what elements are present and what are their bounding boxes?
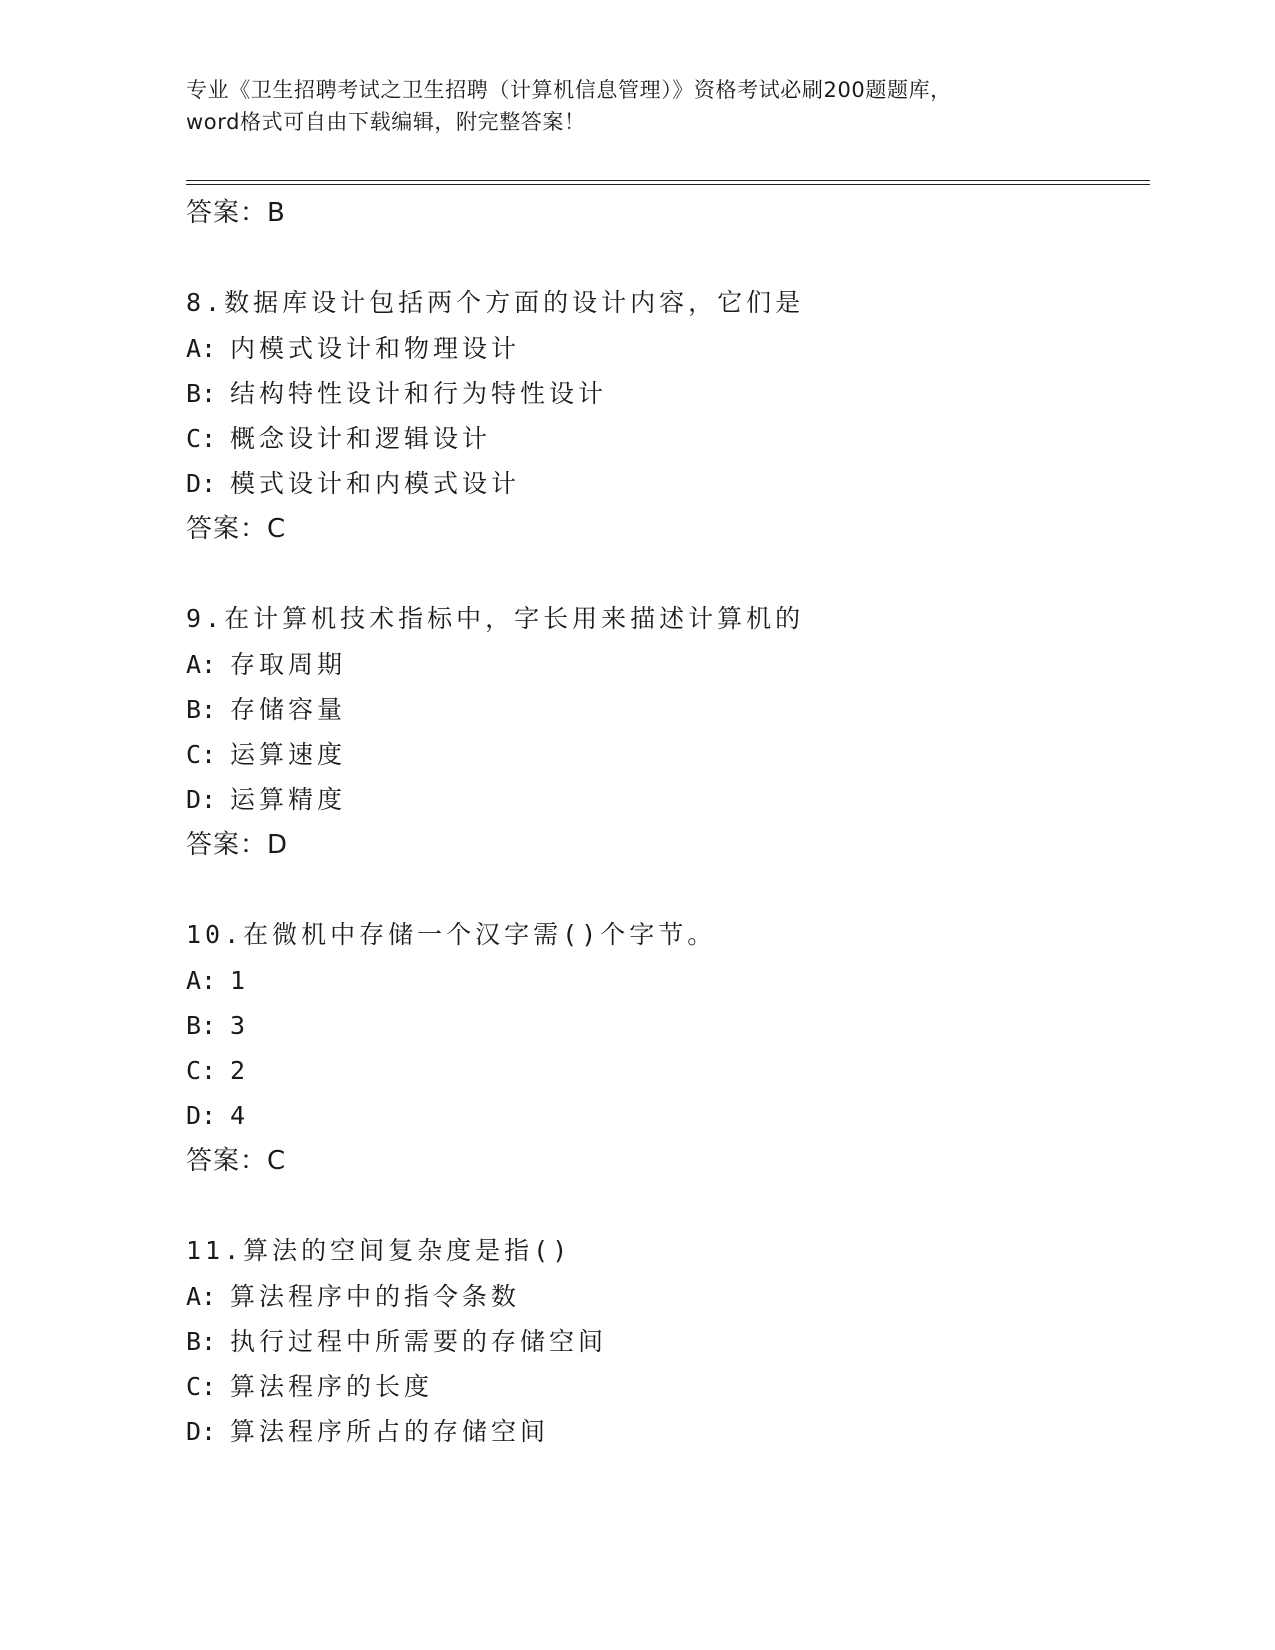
document-header <box>186 74 1086 138</box>
option-letter: A: <box>186 650 217 679</box>
option-letter: D: <box>186 1101 217 1130</box>
answer-line: 答案：C <box>186 514 287 544</box>
option-text: 存储容量 <box>230 695 347 724</box>
option-letter: D: <box>186 1417 217 1446</box>
spacer <box>186 1184 1146 1228</box>
question-text: 10.在微机中存储一个汉字需()个字节。 <box>186 920 717 949</box>
answer-line: 答案：B <box>186 198 286 228</box>
question-block <box>186 912 1146 1184</box>
option-text: 存取周期 <box>230 650 347 679</box>
option-text: 算法程序中的指令条数 <box>230 1282 521 1311</box>
option-letter: B: <box>186 1327 217 1356</box>
option-c <box>186 1048 1146 1093</box>
option-text: 2 <box>230 1056 250 1085</box>
option-letter: A: <box>186 334 217 363</box>
question-list <box>186 190 1146 1454</box>
option-letter: B: <box>186 379 217 408</box>
option-text: 运算精度 <box>230 785 347 814</box>
option-b <box>186 1319 1146 1364</box>
option-c <box>186 416 1146 461</box>
option-text: 结构特性设计和行为特性设计 <box>230 379 608 408</box>
header-divider-top <box>186 180 1150 181</box>
option-letter: B: <box>186 695 217 724</box>
option-d <box>186 1093 1146 1138</box>
option-letter: C: <box>186 1056 217 1085</box>
option-text: 运算速度 <box>230 740 347 769</box>
question-block <box>186 280 1146 552</box>
question-block <box>186 596 1146 868</box>
option-letter: C: <box>186 1372 217 1401</box>
option-text: 执行过程中所需要的存储空间 <box>230 1327 608 1356</box>
answer-line: 答案：D <box>186 830 289 860</box>
option-text: 模式设计和内模式设计 <box>230 469 521 498</box>
spacer <box>186 868 1146 912</box>
option-c <box>186 1364 1146 1409</box>
option-letter: C: <box>186 740 217 769</box>
option-letter: B: <box>186 1011 217 1040</box>
question-block <box>186 1228 1146 1454</box>
option-text: 4 <box>230 1101 250 1130</box>
option-text: 内模式设计和物理设计 <box>230 334 521 363</box>
option-a <box>186 326 1146 371</box>
option-a <box>186 958 1146 1003</box>
option-text: 1 <box>230 966 250 995</box>
option-text: 算法程序的长度 <box>230 1372 434 1401</box>
option-text: 3 <box>230 1011 250 1040</box>
option-letter: C: <box>186 424 217 453</box>
answer-line: 答案：C <box>186 1146 287 1176</box>
option-c <box>186 732 1146 777</box>
option-b <box>186 687 1146 732</box>
option-text: 算法程序所占的存储空间 <box>230 1417 550 1446</box>
option-letter: D: <box>186 785 217 814</box>
question-text: 11.算法的空间复杂度是指() <box>186 1236 572 1265</box>
option-d <box>186 461 1146 506</box>
option-a <box>186 1274 1146 1319</box>
option-b <box>186 1003 1146 1048</box>
option-letter: D: <box>186 469 217 498</box>
option-text: 概念设计和逻辑设计 <box>230 424 492 453</box>
spacer <box>186 236 1146 280</box>
header-divider-bottom <box>186 184 1150 185</box>
option-d <box>186 1409 1146 1454</box>
spacer <box>186 552 1146 596</box>
question-text: 9.在计算机技术指标中，字长用来描述计算机的 <box>186 604 805 633</box>
option-letter: A: <box>186 1282 217 1311</box>
option-letter: A: <box>186 966 217 995</box>
header-line-1: 专业《卫生招聘考试之卫生招聘（计算机信息管理）》资格考试必刷200题题库， <box>186 78 952 102</box>
option-a <box>186 642 1146 687</box>
question-text: 8.数据库设计包括两个方面的设计内容，它们是 <box>186 288 805 317</box>
option-d <box>186 777 1146 822</box>
header-line-2: word格式可自由下载编辑，附完整答案！ <box>186 110 586 134</box>
option-b <box>186 371 1146 416</box>
